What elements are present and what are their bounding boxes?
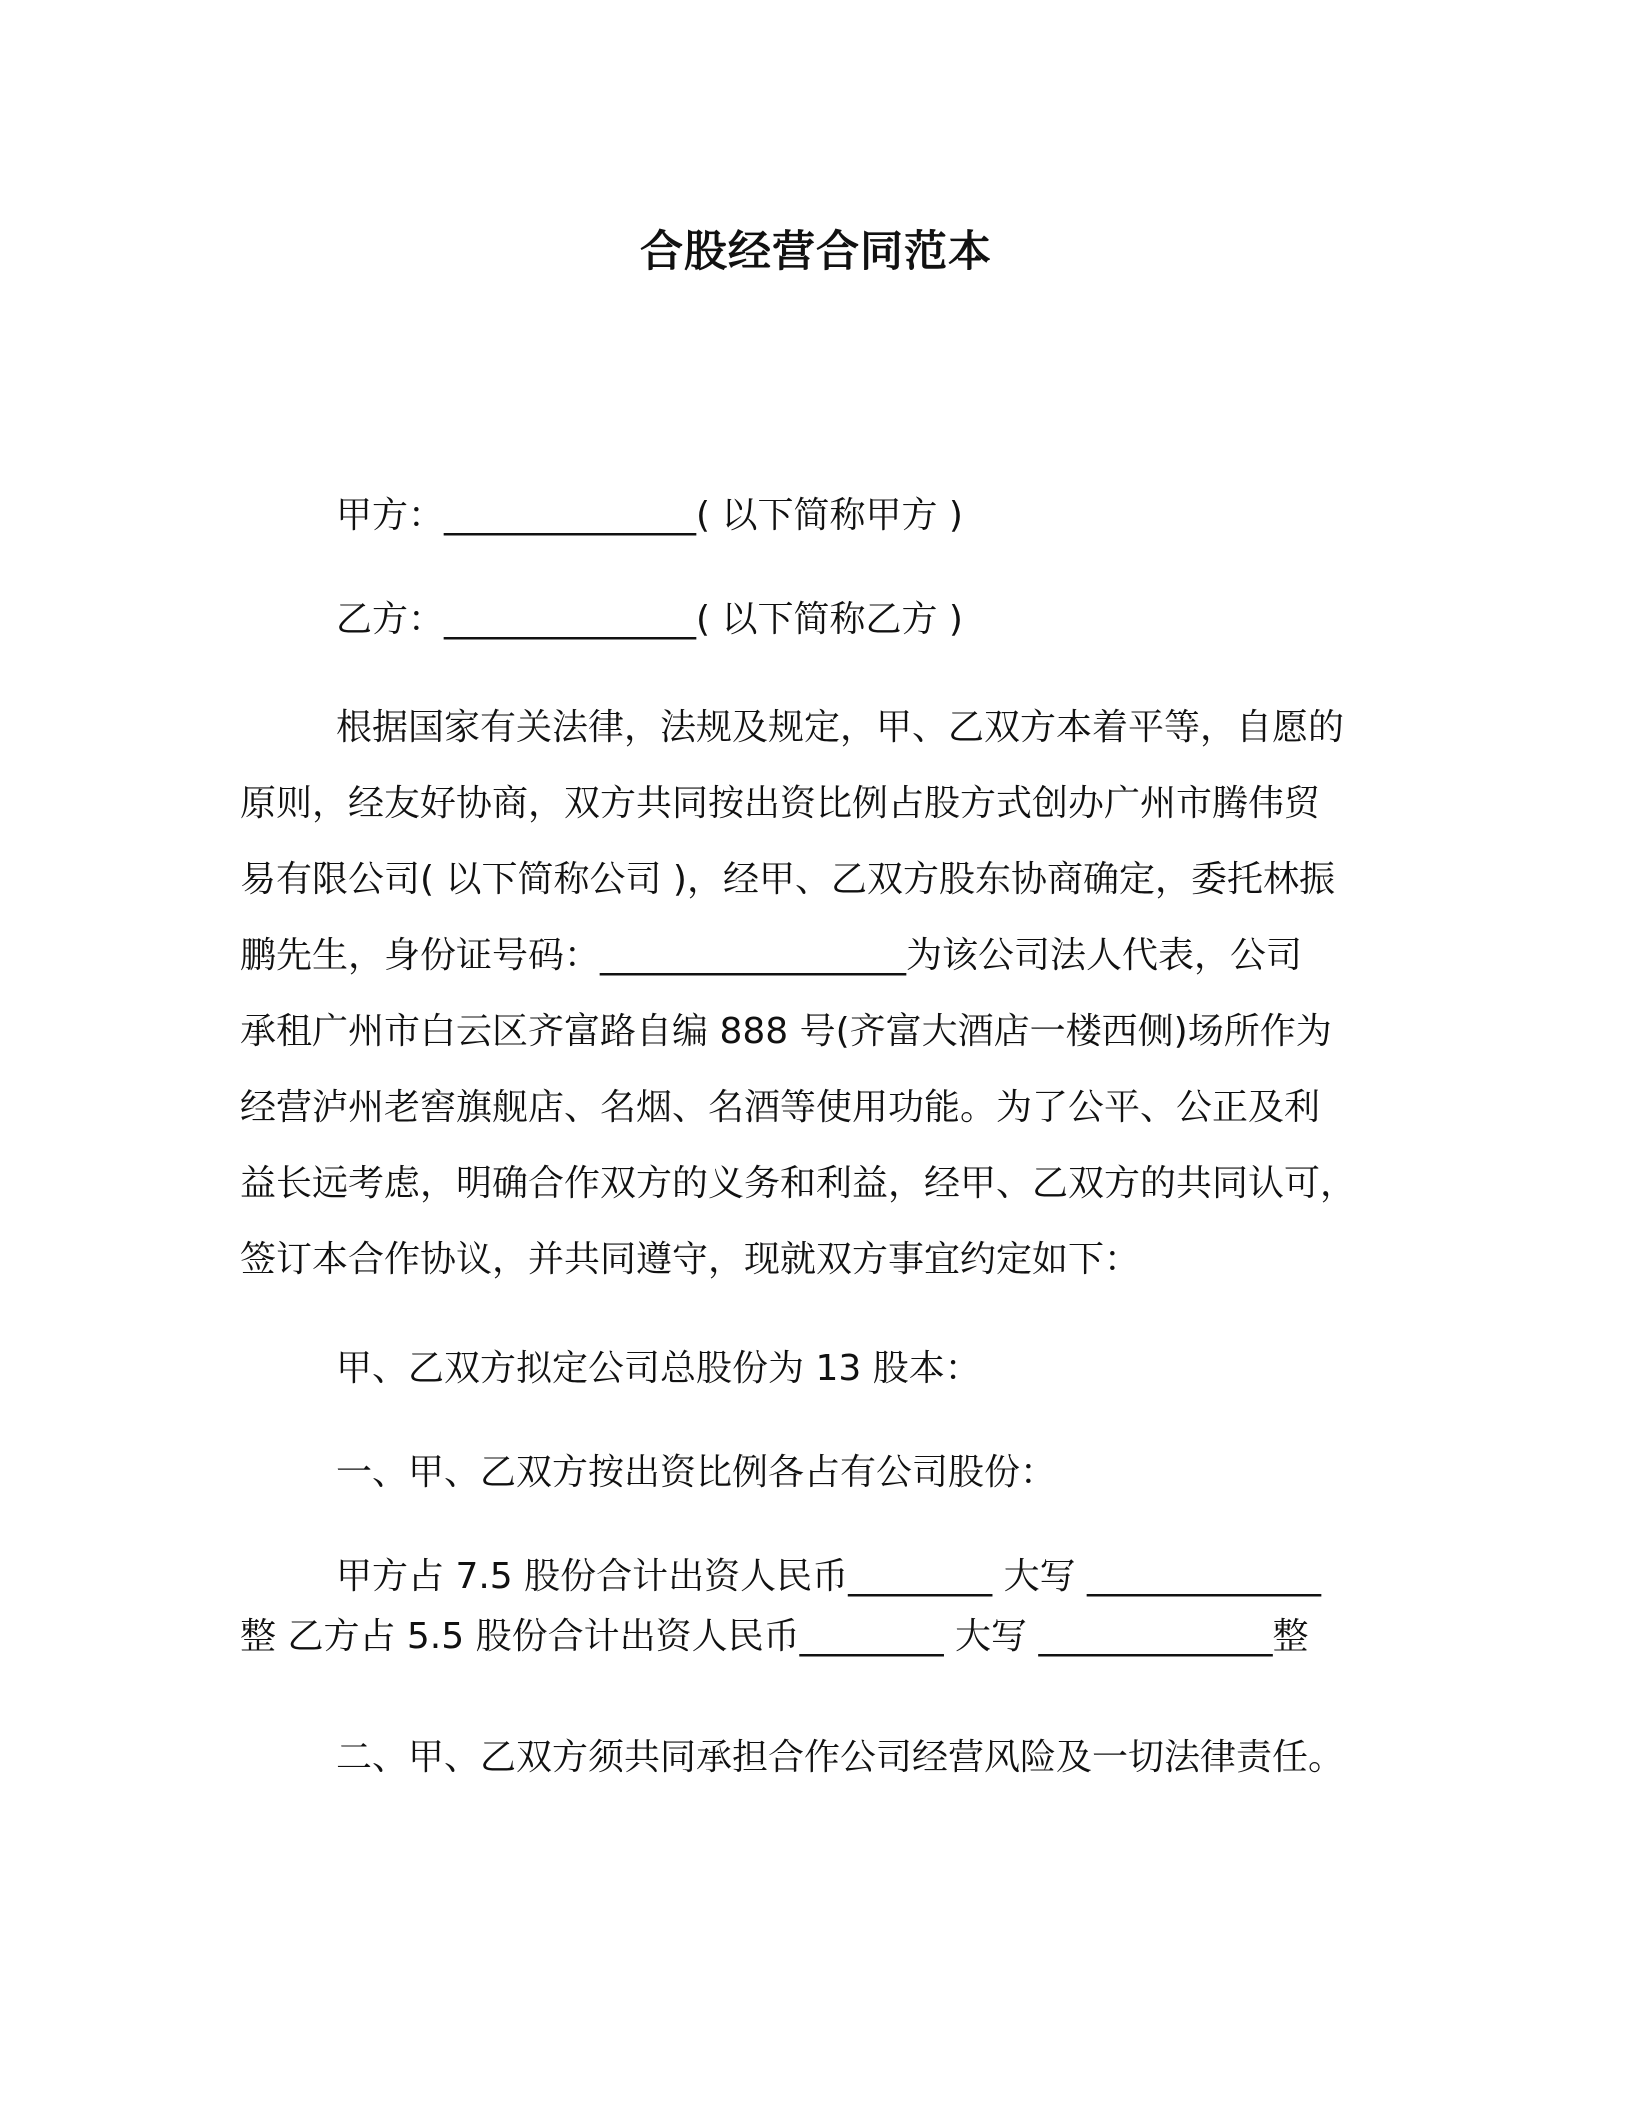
party-a-line — [240, 478, 1420, 554]
preamble-line: 鹏先生，身份证号码：_________________为该公司法人代表，公司 — [240, 935, 1303, 976]
party-b-text: 乙方：______________( 以下简称乙方 ) — [336, 599, 963, 640]
preamble-line: 根据国家有关法律，法规及规定，甲、乙双方本着平等，自愿的 — [336, 707, 1345, 748]
total-shares-line — [240, 1331, 1420, 1407]
party-a-text: 甲方：______________( 以下简称甲方 ) — [336, 495, 963, 536]
preamble-line: 原则，经友好协商，双方共同按出资比例占股方式创办广州市腾伟贸 — [240, 783, 1321, 824]
document-title: 合股经营合同范本 — [640, 227, 992, 277]
preamble-line: 益长远考虑，明确合作双方的义务和利益，经甲、乙双方的共同认可， — [240, 1163, 1357, 1204]
preamble-line: 签订本合作协议，并共同遵守，现就双方事宜约定如下： — [240, 1239, 1141, 1280]
preamble-line: 承租广州市白云区齐富路自编 888 号(齐富大酒店一楼西侧)场所作为 — [240, 1011, 1332, 1052]
preamble-paragraph — [240, 690, 1420, 1298]
clause-two-line — [240, 1720, 1420, 1796]
party-b-line — [240, 582, 1420, 658]
clause-one-text: 一、甲、乙双方按出资比例各占有公司股份： — [336, 1452, 1057, 1493]
total-shares-text: 甲、乙双方拟定公司总股份为 13 股本： — [336, 1348, 981, 1389]
preamble-line: 易有限公司( 以下简称公司 )，经甲、乙双方股东协商确定，委托林振 — [240, 859, 1335, 900]
clause-one-line — [240, 1435, 1420, 1511]
shares-paragraph — [240, 1547, 1420, 1667]
shares-line: 整 乙方占 5.5 股份合计出资人民币________ 大写 _____________整 — [240, 1616, 1309, 1657]
shares-line: 甲方占 7.5 股份合计出资人民币________ 大写 _____________ — [336, 1556, 1322, 1597]
clause-two-text: 二、甲、乙双方须共同承担合作公司经营风险及一切法律责任。 — [336, 1737, 1345, 1778]
preamble-line: 经营泸州老窖旗舰店、名烟、名酒等使用功能。为了公平、公正及利 — [240, 1087, 1321, 1128]
